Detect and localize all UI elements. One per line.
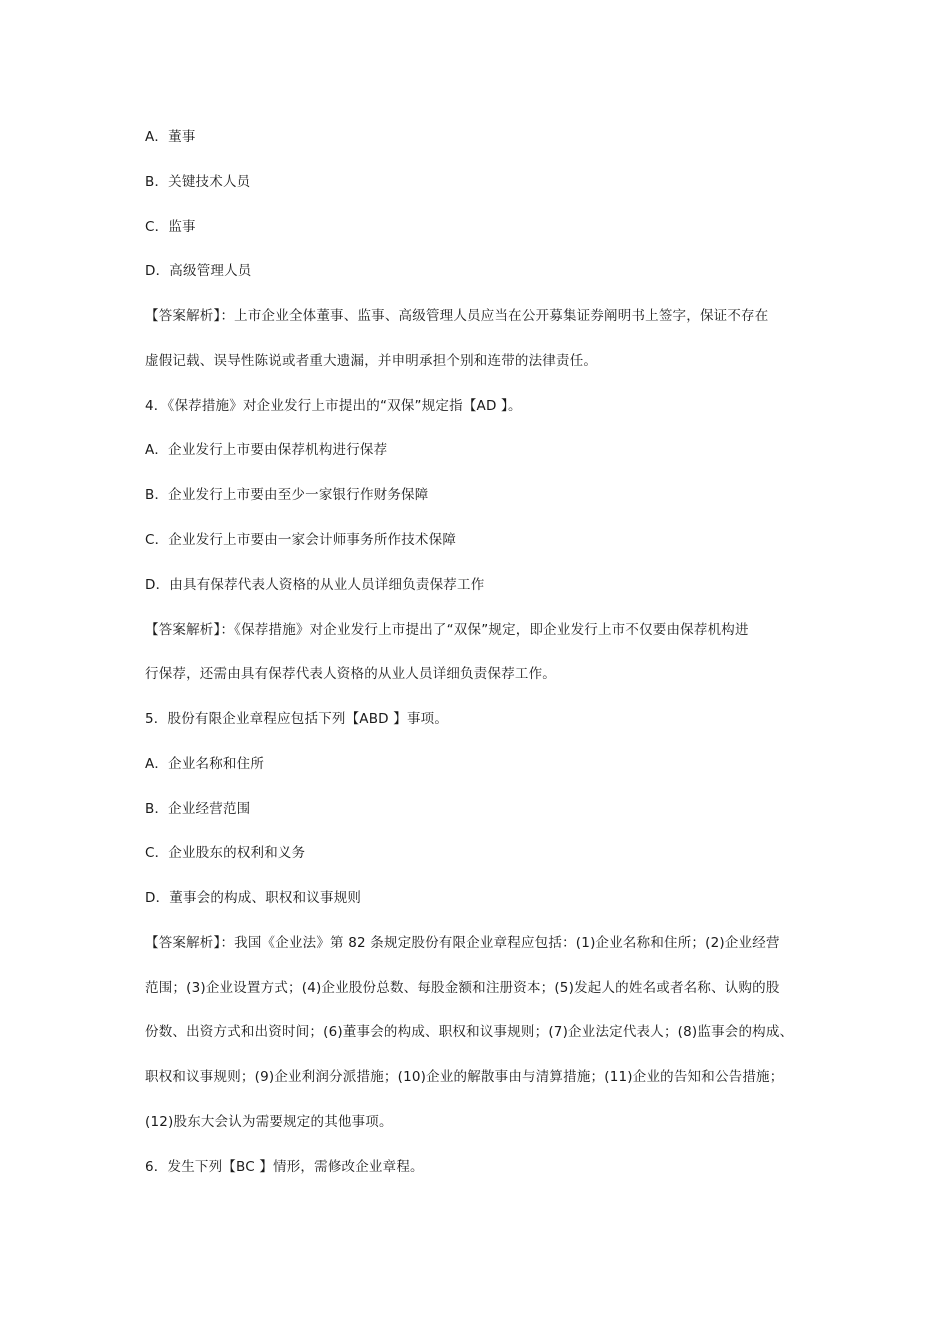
option-a: A．董事 [145,129,196,145]
answer-analysis: 【答案解析】：我国《企业法》第 82 条规定股份有限企业章程应包括：(1)企业名称和住所；(2)企业经营 [145,935,780,951]
option-d: D．高级管理人员 [145,263,252,279]
option-d: D．董事会的构成、职权和议事规则 [145,890,362,906]
option-c: C．企业发行上市要由一家会计师事务所作技术保障 [145,532,457,548]
answer-analysis: 【答案解析】：《保荐措施》对企业发行上市提出了“双保”规定，即企业发行上市不仅要由保荐机构进 [145,622,749,638]
option-d: D．由具有保荐代表人资格的从业人员详细负责保荐工作 [145,577,485,593]
answer-analysis-continued: 虚假记载、误导性陈说或者重大遗漏，并申明承担个别和连带的法律责任。 [145,353,598,369]
option-b: B．关键技术人员 [145,174,251,190]
answer-analysis-continued: 职权和议事规则；(9)企业利润分派措施；(10)企业的解散事由与清算措施；(11)企业的告知和公告措施； [145,1069,784,1085]
option-c: C．企业股东的权利和义务 [145,845,306,861]
question-4: 4．《保荐措施》对企业发行上市提出的“双保”规定指【AD 】。 [145,398,522,414]
option-c: C．监事 [145,219,196,235]
option-a: A．企业发行上市要由保荐机构进行保荐 [145,442,388,458]
answer-analysis-continued: (12)股东大会认为需要规定的其他事项。 [145,1114,393,1130]
answer-analysis-continued: 范围；(3)企业设置方式；(4)企业股份总数、每股金额和注册资本；(5)发起人的姓名或者名称、认购的股 [145,980,780,996]
option-b: B．企业发行上市要由至少一家银行作财务保障 [145,487,429,503]
answer-analysis: 【答案解析】：上市企业全体董事、监事、高级管理人员应当在公开募集证券阐明书上签字，保证不存在 [145,308,769,324]
answer-analysis-continued: 份数、出资方式和出资时间；(6)董事会的构成、职权和议事规则；(7)企业法定代表人；(8)监事会的构成、 [145,1024,794,1040]
option-a: A．企业名称和住所 [145,756,265,772]
answer-analysis-continued: 行保荐，还需由具有保荐代表人资格的从业人员详细负责保荐工作。 [145,666,556,682]
question-6: 6．发生下列【BC 】情形，需修改企业章程。 [145,1159,424,1175]
option-b: B．企业经营范围 [145,801,251,817]
question-5: 5．股份有限企业章程应包括下列【ABD 】事项。 [145,711,449,727]
